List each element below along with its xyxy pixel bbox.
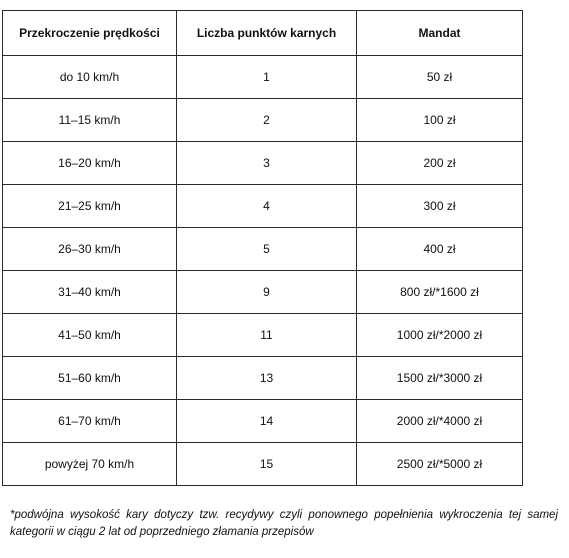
- cell-penalty-points: 4: [177, 185, 357, 228]
- cell-speed-excess: 61–70 km/h: [3, 400, 177, 443]
- cell-fine: 200 zł: [357, 142, 523, 185]
- table-row: [3, 443, 523, 486]
- fines-table: [2, 10, 523, 486]
- header-speed-excess: Przekroczenie prędkości: [3, 11, 177, 56]
- cell-speed-excess: 31–40 km/h: [3, 271, 177, 314]
- cell-penalty-points: 9: [177, 271, 357, 314]
- table-row: [3, 314, 523, 357]
- cell-penalty-points: 11: [177, 314, 357, 357]
- cell-fine: 2500 zł/*5000 zł: [357, 443, 523, 486]
- cell-penalty-points: 1: [177, 56, 357, 99]
- table-row: [3, 357, 523, 400]
- table-row: [3, 56, 523, 99]
- table-row: [3, 142, 523, 185]
- cell-fine: 800 zł/*1600 zł: [357, 271, 523, 314]
- cell-penalty-points: 2: [177, 99, 357, 142]
- table-row: [3, 228, 523, 271]
- cell-penalty-points: 15: [177, 443, 357, 486]
- cell-speed-excess: 26–30 km/h: [3, 228, 177, 271]
- cell-speed-excess: powyżej 70 km/h: [3, 443, 177, 486]
- cell-speed-excess: 21–25 km/h: [3, 185, 177, 228]
- table-row: [3, 99, 523, 142]
- cell-fine: 100 zł: [357, 99, 523, 142]
- table-row: [3, 271, 523, 314]
- cell-fine: 400 zł: [357, 228, 523, 271]
- cell-fine: 1000 zł/*2000 zł: [357, 314, 523, 357]
- header-penalty-points: Liczba punktów karnych: [177, 11, 357, 56]
- cell-fine: 1500 zł/*3000 zł: [357, 357, 523, 400]
- cell-fine: 2000 zł/*4000 zł: [357, 400, 523, 443]
- cell-speed-excess: 11–15 km/h: [3, 99, 177, 142]
- table-header-row: [3, 11, 523, 56]
- cell-speed-excess: 41–50 km/h: [3, 314, 177, 357]
- recidivism-footnote: *podwójna wysokość kary dotyczy tzw. recydywy czyli ponownego popełnienia wykroczenia tej samej kategorii w ciągu 2 lat od poprzedniego złamania przepisów: [10, 508, 558, 538]
- cell-penalty-points: 14: [177, 400, 357, 443]
- cell-speed-excess: 51–60 km/h: [3, 357, 177, 400]
- table-row: [3, 400, 523, 443]
- cell-penalty-points: 3: [177, 142, 357, 185]
- cell-speed-excess: 16–20 km/h: [3, 142, 177, 185]
- cell-fine: 300 zł: [357, 185, 523, 228]
- cell-speed-excess: do 10 km/h: [3, 56, 177, 99]
- table-row: [3, 185, 523, 228]
- header-fine: Mandat: [357, 11, 523, 56]
- cell-penalty-points: 5: [177, 228, 357, 271]
- cell-penalty-points: 13: [177, 357, 357, 400]
- cell-fine: 50 zł: [357, 56, 523, 99]
